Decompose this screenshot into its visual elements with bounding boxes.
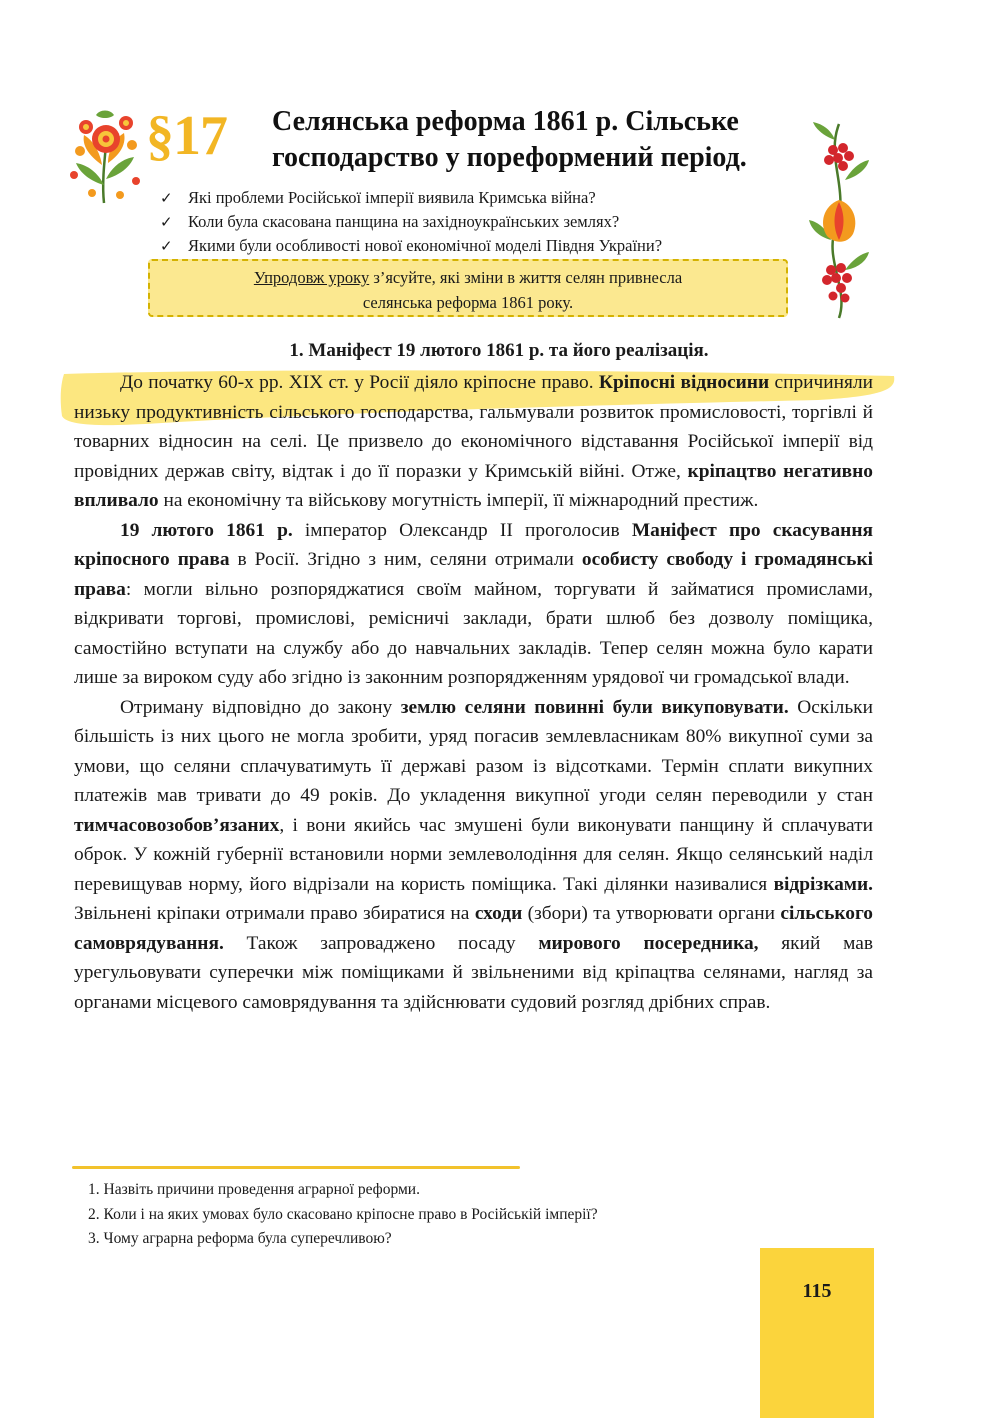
- lesson-task-box: [148, 259, 788, 317]
- title-line-2: господарство у пореформений період.: [272, 142, 747, 173]
- preview-question: ✓ Якими були особливості нової економічної моделі Півдня України?: [160, 234, 800, 258]
- review-question: 3. Чому аграрна реформа була суперечливою?: [88, 1230, 392, 1247]
- task-text-line2: селянська реформа 1861 року.: [362, 293, 574, 312]
- section-heading: 1. Маніфест 19 лютого 1861 р. та його реалізація.: [289, 340, 709, 361]
- page-number-tab: [760, 1248, 874, 1418]
- checkmark-icon: ✓: [160, 189, 173, 207]
- review-question: 2. Коли і на яких умовах було скасовано кріпосне право в Російській імперії?: [88, 1205, 598, 1223]
- task-text: з’ясуйте, які зміни в життя селян привнесла: [373, 268, 683, 287]
- page-title: [272, 104, 802, 176]
- page-number: 115: [802, 1280, 832, 1302]
- checkmark-icon: ✓: [160, 237, 173, 255]
- section-end-divider: [72, 1166, 520, 1169]
- section-number: §17: [146, 105, 227, 167]
- petrykivka-flower-ornament: [66, 105, 142, 205]
- paragraph-2: 19 лютого 1861 р. імператор Олександр II проголосив Маніфест про скасування кріпосного права в Росії. Згідно з ним, селяни отримали особисту свободу і громадянські права: могли вільно розпоряджатися своїм майном, торгувати й займатися промислами, відкривати торгові, промислові, ремісничі заклади, брати шлюб без дозволу поміщика, самостійно вступати на службу або до навчальних закладів. Тепер селян можна було карати лише за вироком суду або згідно із законним розпорядженням урядової чи громадської влади.: [74, 519, 874, 688]
- review-question: 1. Назвіть причини проведення аграрної реформи.: [88, 1181, 420, 1198]
- checkmark-icon: ✓: [160, 213, 173, 231]
- viburnum-berries-ornament: [805, 120, 875, 320]
- preview-questions: [160, 186, 800, 258]
- review-questions: [88, 1178, 848, 1252]
- paragraph-3: Отриману відповідно до закону землю селяни повинні були викуповувати. Оскільки більшість із них цього не могла зробити, уряд погасив землевласникам 80% викупної суми за умови, що селяни сплачуватимуть її державі разом із відсотками. Термін сплати викупних платежів мав тривати до 49 років. До укладення викупної угоди селян переводили у стан тимчасовозобов’язаних, і вони якийсь час змушені були виконувати панщину й сплачувати оброк. У кожній губернії встановили норми землеволодіння для селян. Якщо селянський наділ перевищував норму, його відрізали на користь поміщика. Такі ділянки називалися відрізками. Звільнені кріпаки отримали право збиратися на сходи (збори) та утворювати органи сільського самоврядування. Також запроваджено посаду мирового посередника, який мав урегульовувати суперечки між поміщиками й звільненими від кріпацтва селянами, нагляд за органами місцевого самоврядування та здійснювати судовий розгляд дрібних справ.: [74, 696, 873, 1013]
- task-lead: Упродовж уроку: [253, 268, 370, 287]
- paragraph-1: До початку 60-х рр. XIX ст. у Росії діяло кріпосне право. Кріпосні відносини спричиняли низьку продуктивність сільського господарства, гальмували розвиток промисловості, торгівлі й товарних відносин на селі. Це призвело до економічного відставання Російської імперії від провідних держав світу, відтак і до її поразки у Кримській війні. Отже, кріпацтво негативно впливало на економічну та військову могутність імперії, її міжнародний престиж.: [74, 372, 873, 511]
- body-text: [74, 368, 873, 1017]
- preview-question: ✓ Коли була скасована панщина на західноукраїнських землях?: [160, 210, 800, 234]
- title-line-1: Селянська реформа 1861 р. Сільське: [272, 106, 739, 137]
- preview-question: ✓ Які проблеми Російської імперії виявила Кримська війна?: [160, 186, 800, 210]
